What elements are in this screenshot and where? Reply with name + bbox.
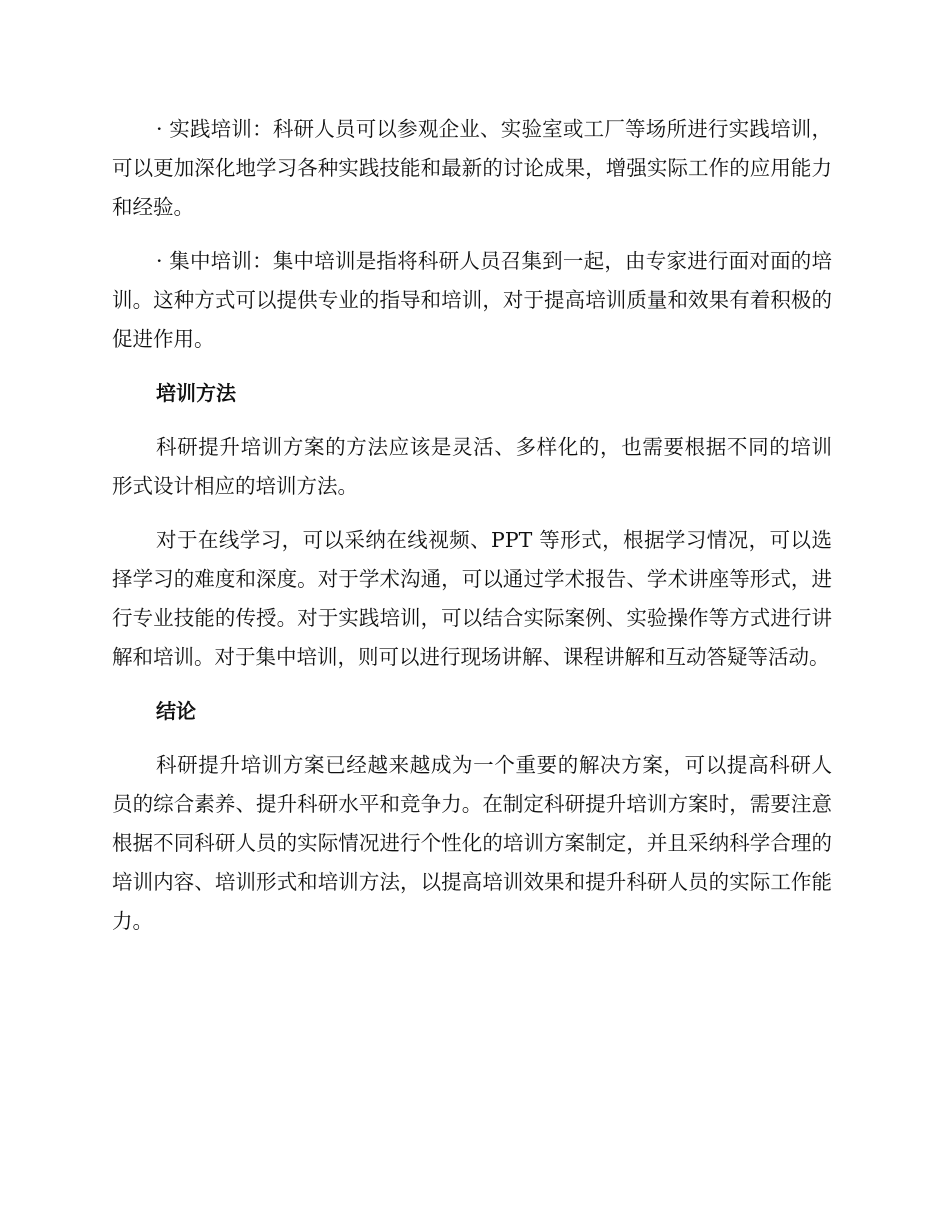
- training-methods-intro: 科研提升培训方案的方法应该是灵活、多样化的，也需要根据不同的培训形式设计相应的培训方法。: [112, 435, 832, 498]
- document-body: [112, 110, 832, 956]
- bullet-practical-training: · 实践培训：科研人员可以参观企业、实验室或工厂等场所进行实践培训，可以更加深化地学习各种实践技能和最新的讨论成果，增强实际工作的应用能力和经验。: [112, 117, 832, 219]
- training-methods-detail: 对于在线学习，可以采纳在线视频、PPT 等形式，根据学习情况，可以选择学习的难度和深度。对于学术沟通，可以通过学术报告、学术讲座等形式，进行专业技能的传授。对于实践培训，可以结合实际案例、实验操作等方式进行讲解和培训。对于集中培训，则可以进行现场讲解、课程讲解和互动答疑等活动。: [112, 528, 832, 669]
- conclusion-paragraph: 科研提升培训方案已经越来越成为一个重要的解决方案，可以提高科研人员的综合素养、提升科研水平和竞争力。在制定科研提升培训方案时，需要注意根据不同科研人员的实际情况进行个性化的培训方案制定，并且采纳科学合理的培训内容、培训形式和培训方法，以提高培训效果和提升科研人员的实际工作能力。: [112, 753, 832, 933]
- section-heading-conclusion: 结论: [156, 699, 196, 723]
- section-heading-training-methods: 培训方法: [156, 381, 236, 405]
- bullet-centralized-training: · 集中培训：集中培训是指将科研人员召集到一起，由专家进行面对面的培训。这种方式可以提供专业的指导和培训，对于提高培训质量和效果有着积极的促进作用。: [112, 249, 832, 351]
